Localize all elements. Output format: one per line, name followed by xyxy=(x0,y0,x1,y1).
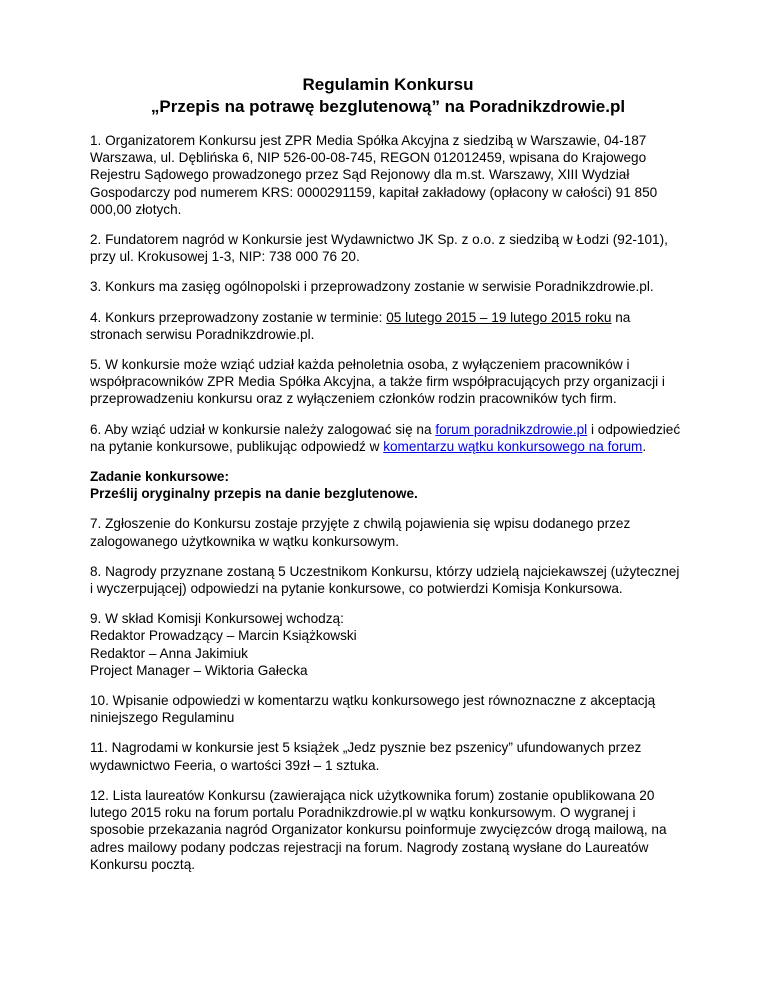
document-page xyxy=(90,74,686,886)
paragraph-10-acceptance: 10. Wpisanie odpowiedzi w komentarzu wątku konkursowego jest równoznaczne z akceptacją niniejszego Regulaminu xyxy=(90,693,656,726)
committee-intro: 9. W skład Komisji Konkursowej wchodzą: xyxy=(90,611,344,627)
participation-middle: i odpowiedzieć na pytanie konkursowe, publikując odpowiedź w xyxy=(90,421,681,454)
paragraph-5-eligibility: 5. W konkursie może wziąć udział każda pełnoletnia osoba, z wyłączeniem pracowników i współpracowników ZPR Media Spółka Akcyjna, a także firm współpracujących przy organizacji i przeprowadzeniu konkursu oraz z wyłączeniem członków rodzin pracowników tych firm. xyxy=(90,357,665,407)
paragraph-2-sponsor: 2. Fundatorem nagród w Konkursie jest Wydawnictwo JK Sp. z o.o. z siedzibą w Łodzi (92-101), przy ul. Krokusowej 1-3, NIP: 738 000 76 20. xyxy=(90,232,668,265)
paragraph-9-committee xyxy=(90,610,686,679)
contest-thread-link[interactable]: komentarzu wątku konkursowego na forum xyxy=(383,438,643,454)
paragraph-1-organizer: 1. Organizatorem Konkursu jest ZPR Media Spółka Akcyjna z siedzibą w Warszawie, 04-187 Warszawa, ul. Dęblińska 6, NIP 526-00-08-745, REGON 012012459, wpisana do Krajowego Rejestru Sądowego prowadzonego przez Sąd Rejonowy dla m.st. Warszawy, XIII Wydział Gospodarczy pod numerem KRS: 0000291159, kapitał zakładowy (opłacony w całości) 91 850 000,00 złotych. xyxy=(90,133,658,217)
paragraph-8-prizes-awarded: 8. Nagrody przyznane zostaną 5 Uczestnikom Konkursu, którzy udzielą najciekawszej (użytecznej i wyczerpującej) odpowiedzi na pytanie konkursowe, co potwierdzi Komisja Konkursowa. xyxy=(90,563,680,597)
committee-member: Redaktor Prowadzący – Marcin Książkowski xyxy=(90,628,357,644)
dates-intro: 4. Konkurs przeprowadzony zostanie w terminie: xyxy=(90,309,387,325)
contest-dates: 05 lutego 2015 – 19 lutego 2015 roku xyxy=(386,309,612,325)
paragraph-7-submission: 7. Zgłoszenie do Konkursu zostaje przyjęte z chwilą pojawienia się wpisu dodanego przez zalogowanego użytkownika w wątku konkursowym. xyxy=(90,516,631,549)
contest-task xyxy=(90,468,686,502)
title-line-1: Regulamin Konkursu xyxy=(302,75,474,94)
task-text: Prześlij oryginalny przepis na danie bezglutenowe. xyxy=(90,486,418,502)
document-title xyxy=(90,74,686,118)
participation-end: . xyxy=(642,438,647,454)
committee-member: Project Manager – Wiktoria Gałecka xyxy=(90,662,308,678)
paragraph-3-scope: 3. Konkurs ma zasięg ogólnopolski i przeprowadzony zostanie w serwisie Poradnikzdrowie.pl. xyxy=(90,279,654,295)
dates-outro: na stronach serwisu Poradnikzdrowie.pl. xyxy=(90,309,631,342)
committee-member: Redaktor – Anna Jakimiuk xyxy=(90,645,248,661)
paragraph-12-winners: 12. Lista laureatów Konkursu (zawierająca nick użytkownika forum) zostanie opublikowana 20 lutego 2015 roku na forum portalu Poradnikzdrowie.pl w wątku konkursowym. O wygranej i sposobie przekazania nagród Organizator konkursu poinformuje zwycięzców drogą mailową, na adres mailowy podany podczas rejestracji na forum. Nagrody zostaną wysłane do Laureatów Konkursu pocztą. xyxy=(90,787,667,872)
task-heading: Zadanie konkursowe: xyxy=(90,469,229,485)
forum-link[interactable]: forum poradnikzdrowie.pl xyxy=(435,421,588,437)
title-line-2: „Przepis na potrawę bezglutenową” na Poradnikzdrowie.pl xyxy=(150,97,626,116)
paragraph-6-participation xyxy=(90,421,686,455)
participation-intro: 6. Aby wziąć udział w konkursie należy zalogować się na xyxy=(90,421,436,437)
paragraph-11-prizes: 11. Nagrodami w konkursie jest 5 książek „Jedz pysznie bez pszenicy” ufundowanych przez wydawnictwo Feeria, o wartości 39zł – 1 sztuka. xyxy=(90,740,642,773)
paragraph-4-dates xyxy=(90,309,686,343)
